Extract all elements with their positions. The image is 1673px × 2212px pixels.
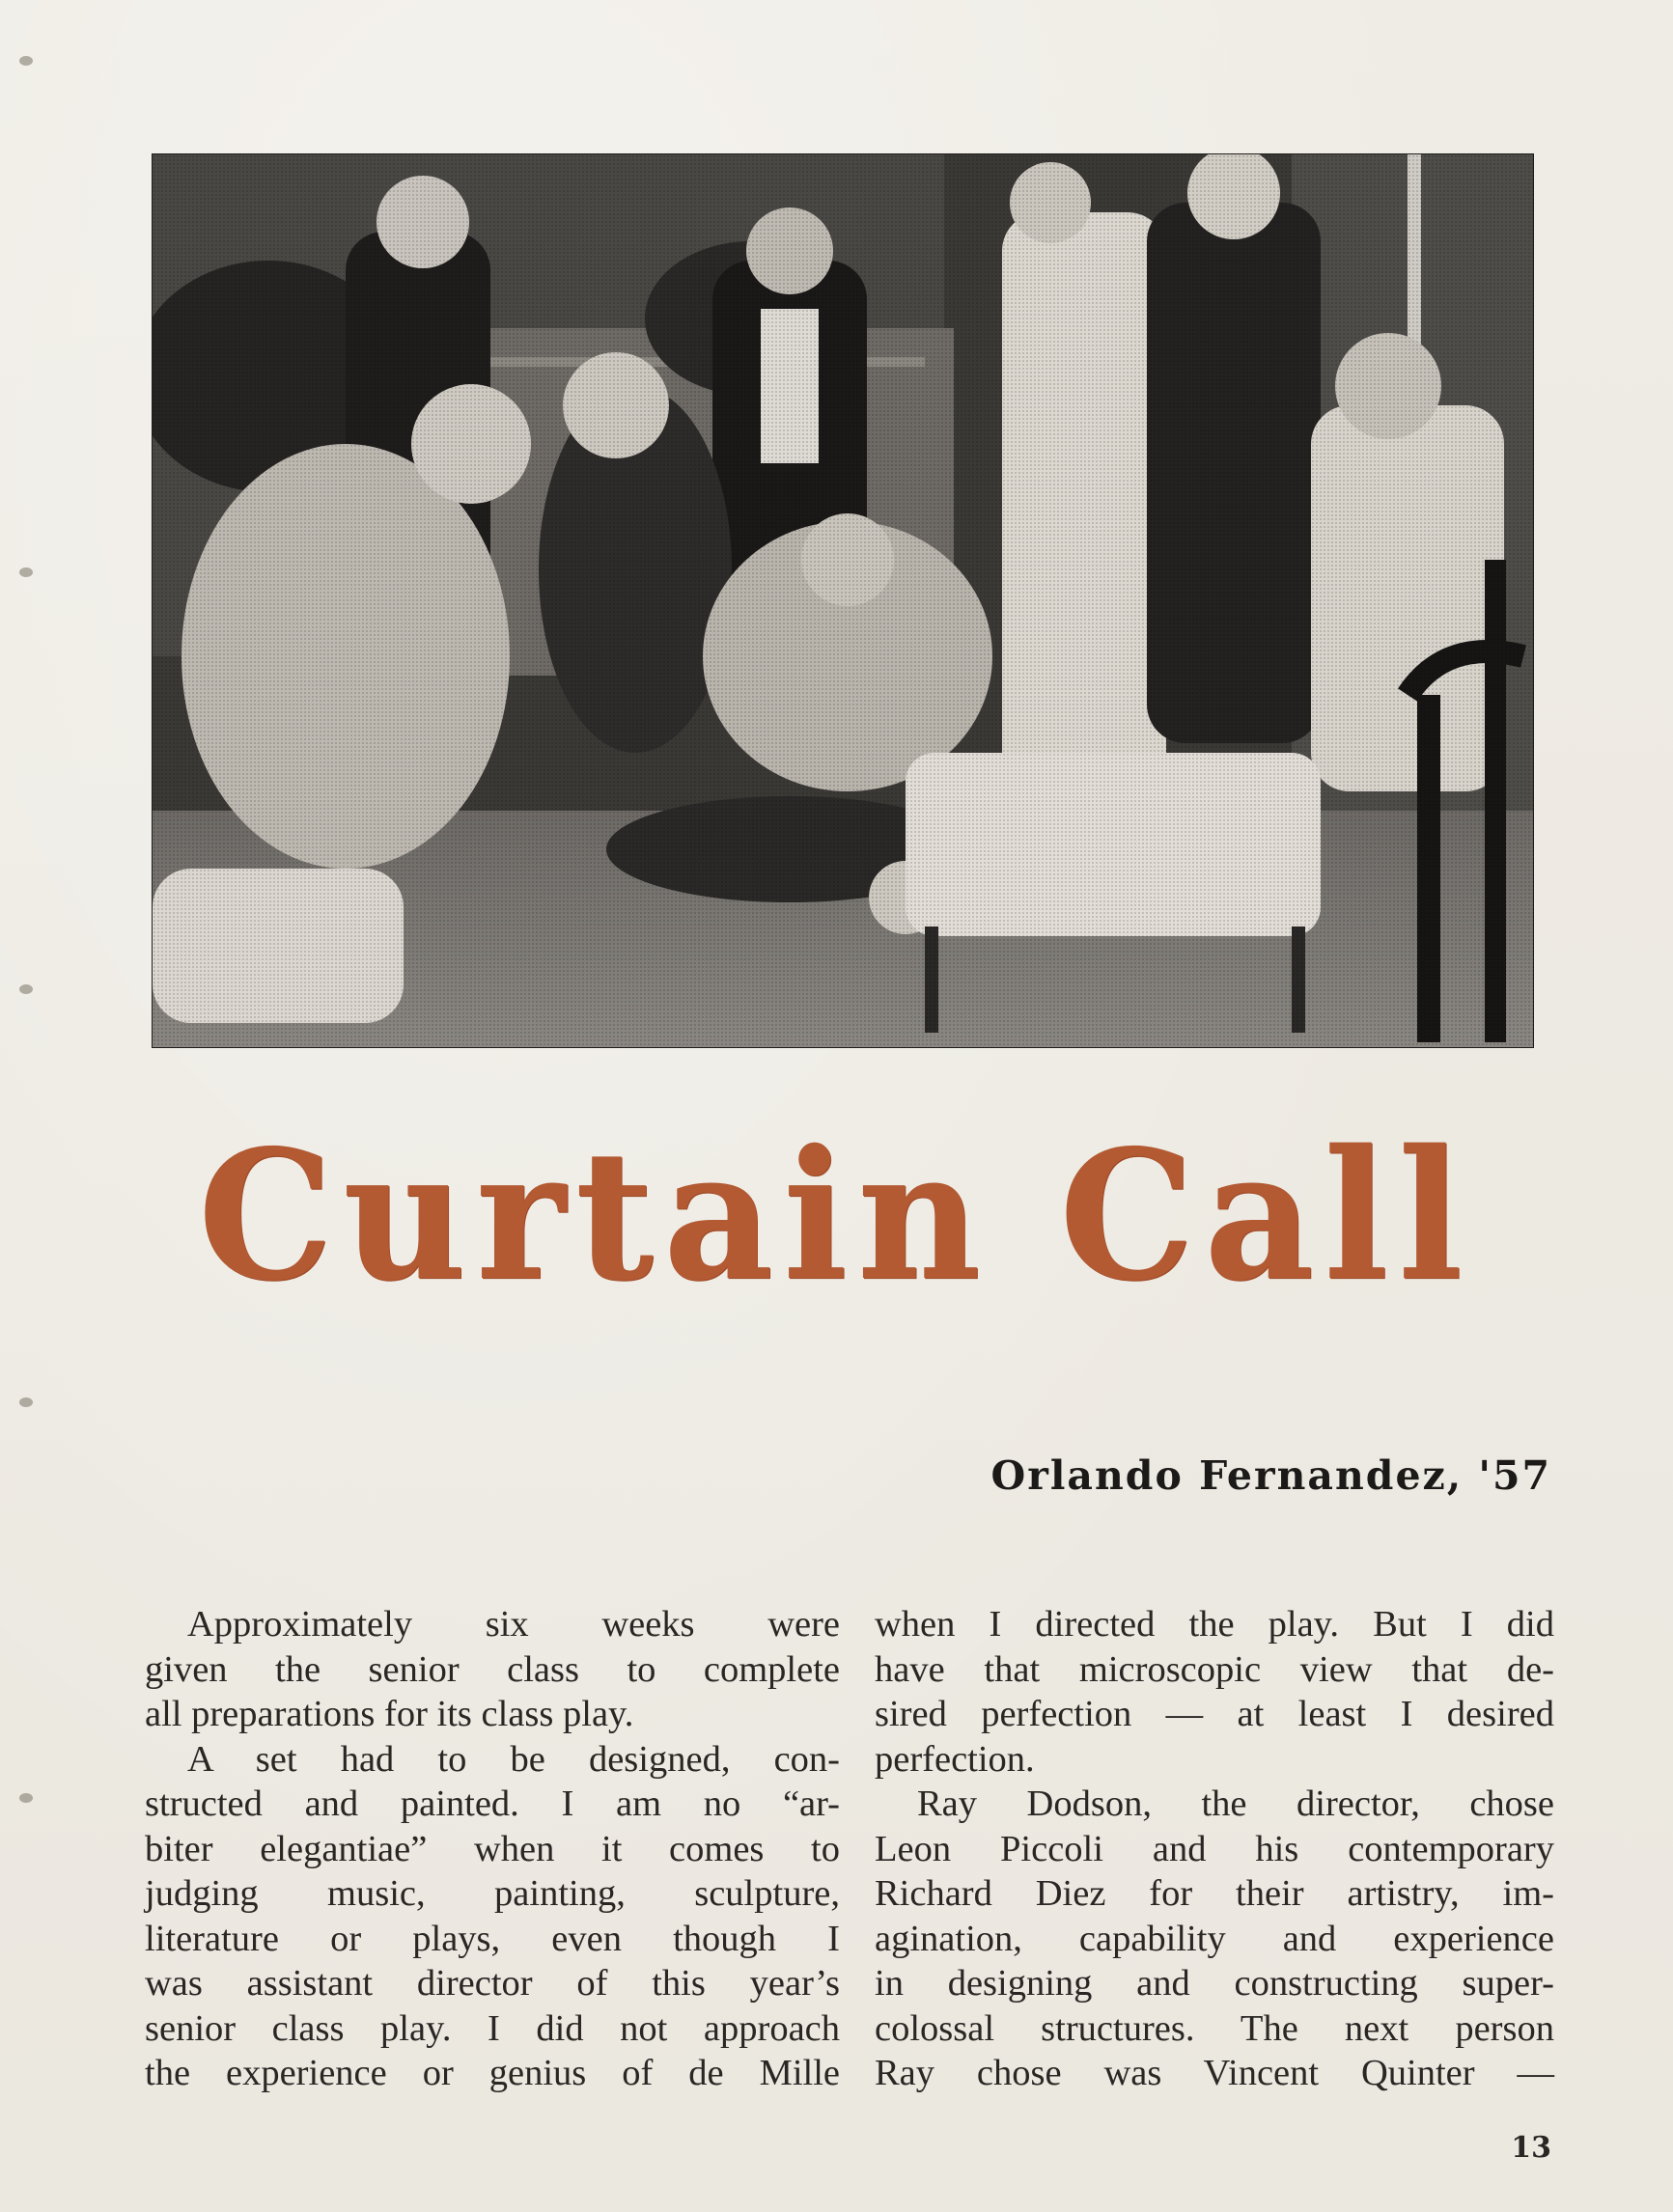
body-text-line: the experience or genius of de Mille	[145, 2053, 840, 2093]
body-text-line: was assistant director of this year’s	[145, 1963, 840, 2004]
body-text-line: A set had to be designed, con-	[187, 1738, 840, 1780]
body-column-left	[145, 1602, 840, 2096]
binding-hole	[19, 1793, 33, 1803]
binding-hole	[19, 567, 33, 577]
body-text-line: biter elegantiae” when it comes to	[145, 1828, 840, 1869]
body-text-line: given the senior class to complete	[145, 1648, 840, 1690]
body-column-right	[875, 1602, 1554, 2096]
play-rehearsal-photo	[153, 154, 1533, 1047]
body-text-line: perfection.	[875, 1738, 1035, 1780]
binding-hole	[19, 56, 33, 66]
body-text-line: all preparations for its class play.	[145, 1694, 634, 1734]
body-text-line: agination, capability and experience	[875, 1918, 1554, 1959]
author-byline: Orlando Fernandez, '57	[990, 1452, 1551, 1499]
body-text-line: judging music, painting, sculpture,	[145, 1873, 840, 1914]
body-text-line: in designing and constructing super-	[875, 1963, 1554, 2004]
body-text-line: when I directed the play. But I did	[875, 1604, 1554, 1645]
binding-hole	[19, 1397, 33, 1407]
photo-illustration	[153, 154, 1533, 1047]
body-text-line: Ray chose was Vincent Quinter —	[875, 2053, 1554, 2093]
body-text-line: have that microscopic view that de-	[875, 1648, 1554, 1690]
body-text-line: senior class play. I did not approach	[145, 2007, 840, 2049]
article-title: Curtain Call	[197, 1110, 1473, 1321]
body-text-line: Ray Dodson, the director, chose	[917, 1783, 1554, 1824]
body-text-line: structed and painted. I am no “ar-	[145, 1783, 840, 1824]
page-number: 13	[1511, 2131, 1551, 2165]
body-text-line: Approximately six weeks were	[187, 1604, 840, 1645]
binding-hole	[19, 984, 33, 994]
body-text-line: sired perfection — at least I desired	[875, 1694, 1554, 1734]
body-text-line: Richard Diez for their artistry, im-	[875, 1873, 1554, 1914]
body-text-line: literature or plays, even though I	[145, 1918, 840, 1959]
body-text-line: Leon Piccoli and his contemporary	[875, 1828, 1554, 1869]
body-text-line: colossal structures. The next person	[875, 2007, 1554, 2049]
